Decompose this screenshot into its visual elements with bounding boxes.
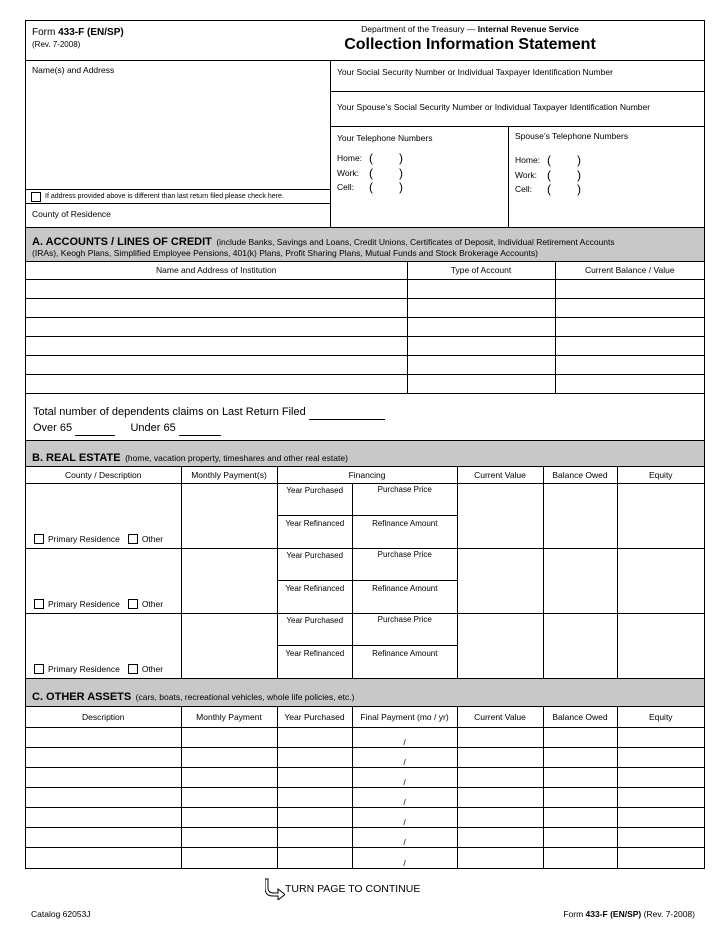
table-row[interactable] — [26, 728, 704, 748]
taxpayer-info — [26, 61, 704, 228]
table-row[interactable] — [26, 336, 704, 355]
col-current-value: Current Value — [457, 467, 543, 483]
purchase-price-label: Purchase Price — [353, 484, 457, 516]
primary-residence-checkbox[interactable] — [34, 534, 44, 544]
spouse-home-phone-field[interactable]: Home: ( ) — [515, 153, 581, 167]
other-checkbox[interactable] — [128, 534, 138, 544]
col-current-balance: Current Balance / Value — [555, 262, 704, 279]
col-balance-owed: Balance Owed — [543, 467, 617, 483]
col-account-type: Type of Account — [407, 262, 555, 279]
table-row[interactable] — [26, 808, 704, 828]
irs-label: Internal Revenue Service — [477, 24, 579, 34]
other-label: Other — [141, 533, 164, 544]
turn-page-arrow-icon — [265, 878, 285, 900]
table-row[interactable] — [26, 298, 704, 317]
table-row[interactable] — [26, 748, 704, 768]
primary-label: Primary Residence — [48, 533, 120, 544]
section-a-desc1: (include Banks, Savings and Loans, Credit Unions, Certificates of Deposit, Individual Retirement Accounts — [216, 237, 615, 247]
primary-residence-checkbox[interactable] — [34, 664, 44, 674]
under-65-label: Under 65 — [130, 422, 176, 434]
table-row[interactable] — [26, 768, 704, 788]
spouse-home-label: Home: — [515, 155, 541, 165]
cell-phone-field[interactable]: Cell: ( ) — [337, 180, 403, 194]
slash-sep: / — [352, 828, 457, 848]
other-checkbox[interactable] — [128, 664, 138, 674]
year-refinanced-label: Year Refinanced — [278, 581, 353, 613]
primary-residence-checkbox[interactable] — [34, 599, 44, 609]
spouse-cell-label: Cell: — [515, 184, 533, 194]
form-id — [26, 21, 236, 60]
table-row[interactable] — [26, 548, 704, 613]
other-assets-table — [26, 707, 704, 868]
table-row[interactable] — [26, 355, 704, 374]
col-balance-owed: Balance Owed — [543, 707, 617, 728]
section-c-header — [26, 678, 704, 707]
footer-form-ref — [563, 909, 695, 919]
section-a-heading: A. ACCOUNTS / LINES OF CREDIT — [32, 236, 212, 248]
table-row[interactable] — [26, 374, 704, 393]
slash-sep: / — [352, 808, 457, 828]
col-current-value: Current Value — [457, 707, 543, 728]
refinance-amount-label: Refinance Amount — [353, 646, 457, 678]
accounts-table — [26, 262, 704, 393]
section-a-header — [26, 228, 704, 262]
home-label: Home: — [337, 153, 363, 163]
section-b-heading: B. REAL ESTATE — [32, 452, 121, 464]
col-description: Description — [26, 707, 181, 728]
col-institution: Name and Address of Institution — [26, 262, 407, 279]
other-label: Other — [141, 663, 164, 674]
other-checkbox[interactable] — [128, 599, 138, 609]
primary-label: Primary Residence — [48, 663, 120, 674]
year-purchased-label: Year Purchased — [278, 549, 353, 581]
col-monthly-payment: Monthly Payment — [181, 707, 277, 728]
cell-label: Cell: — [337, 182, 355, 192]
spouse-cell-phone-field[interactable]: Cell: ( ) — [515, 182, 581, 196]
form-header — [26, 21, 704, 61]
collection-form — [25, 20, 705, 869]
name-address-field[interactable] — [26, 61, 331, 227]
table-row[interactable] — [26, 613, 704, 678]
footer-form-number: 433-F (EN/SP) — [585, 909, 642, 919]
real-estate-table — [26, 467, 704, 678]
purchase-price-label: Purchase Price — [353, 614, 457, 646]
dependents-block — [26, 393, 704, 441]
col-financing: Financing — [277, 467, 457, 483]
section-c-heading: C. OTHER ASSETS — [32, 690, 132, 703]
page-title: Collection Information Statement — [344, 36, 596, 53]
form-prefix: Form — [32, 27, 56, 38]
footer-form-rev: (Rev. 7-2008) — [643, 909, 695, 919]
year-purchased-label: Year Purchased — [278, 614, 353, 646]
year-purchased-label: Year Purchased — [278, 484, 353, 516]
spouse-ssn-field[interactable] — [331, 92, 704, 127]
slash-sep: / — [352, 848, 457, 868]
form-title-block — [236, 21, 704, 60]
footer-form-prefix: Form — [563, 909, 584, 919]
table-row[interactable] — [26, 828, 704, 848]
year-refinanced-label: Year Refinanced — [278, 646, 353, 678]
dependents-total-field[interactable] — [309, 419, 385, 420]
refinance-amount-label: Refinance Amount — [353, 516, 457, 548]
form-number: 433-F (EN/SP) — [58, 27, 124, 38]
col-monthly-payments: Monthly Payment(s) — [181, 467, 277, 483]
address-change-label: If address provided above is different than last return filed please check here. — [45, 193, 284, 200]
county-label: County of Residence — [32, 209, 111, 219]
spouse-ssn-label: Your Spouse’s Social Security Number or Individual Taxpayer Identification Number — [337, 102, 651, 112]
your-phones-label: Your Telephone Numbers — [337, 133, 433, 143]
table-row[interactable] — [26, 788, 704, 808]
spouse-phones-label: Spouse’s Telephone Numbers — [515, 131, 629, 141]
ssn-label: Your Social Security Number or Individual Taxpayer Identification Number — [337, 67, 613, 77]
col-equity: Equity — [617, 467, 704, 483]
catalog-number: Catalog 62053J — [31, 909, 91, 919]
col-final-payment: Final Payment (mo / yr) — [352, 707, 457, 728]
turn-page-note — [265, 878, 420, 900]
other-label: Other — [141, 598, 164, 609]
table-row[interactable] — [26, 483, 704, 548]
work-label: Work: — [337, 167, 360, 178]
table-row[interactable] — [26, 317, 704, 336]
dept-label: Department of the Treasury — — [361, 24, 476, 34]
your-phones — [331, 127, 509, 227]
slash-sep: / — [352, 768, 457, 788]
table-row[interactable] — [26, 848, 704, 868]
dependents-label: Total number of dependents claims on Last Return Filed — [33, 406, 306, 418]
address-change-row — [26, 189, 330, 204]
spouse-work-phone-field[interactable]: Work: ( ) — [515, 167, 581, 182]
over-65-field[interactable] — [75, 435, 115, 436]
form-footer — [25, 872, 705, 932]
col-county-description: County / Description — [26, 467, 181, 483]
ssn-field[interactable] — [331, 61, 704, 92]
primary-label: Primary Residence — [48, 598, 120, 609]
section-c-desc: (cars, boats, recreational vehicles, whole life policies, etc.) — [135, 691, 355, 702]
purchase-price-label: Purchase Price — [353, 549, 457, 581]
turn-page-label: TURN PAGE TO CONTINUE — [285, 883, 421, 895]
under-65-field[interactable] — [179, 435, 221, 436]
slash-sep: / — [352, 728, 457, 748]
name-address-label: Name(s) and Address — [32, 65, 115, 75]
section-b-header — [26, 441, 704, 467]
spouse-phones — [509, 127, 704, 227]
col-year-purchased: Year Purchased — [277, 707, 352, 728]
section-b-desc: (home, vacation property, timeshares and other real estate) — [125, 453, 348, 463]
work-phone-field[interactable]: Work: ( ) — [337, 165, 403, 180]
address-change-checkbox[interactable] — [31, 192, 41, 202]
spouse-work-label: Work: — [515, 169, 538, 180]
form-rev: (Rev. 7-2008) — [32, 40, 81, 49]
section-a-desc2: (IRAs), Keogh Plans, Simplified Employee Pensions, 401(k) Plans, Profit Sharing Plans, Mutual Funds and Stock Brokerage Accounts) — [32, 248, 538, 258]
year-refinanced-label: Year Refinanced — [278, 516, 353, 548]
refinance-amount-label: Refinance Amount — [353, 581, 457, 613]
slash-sep: / — [352, 788, 457, 808]
over-65-label: Over 65 — [33, 422, 73, 434]
home-phone-field[interactable]: Home: ( ) — [337, 151, 403, 165]
col-equity: Equity — [617, 707, 704, 728]
table-row[interactable] — [26, 279, 704, 298]
slash-sep: / — [352, 748, 457, 768]
